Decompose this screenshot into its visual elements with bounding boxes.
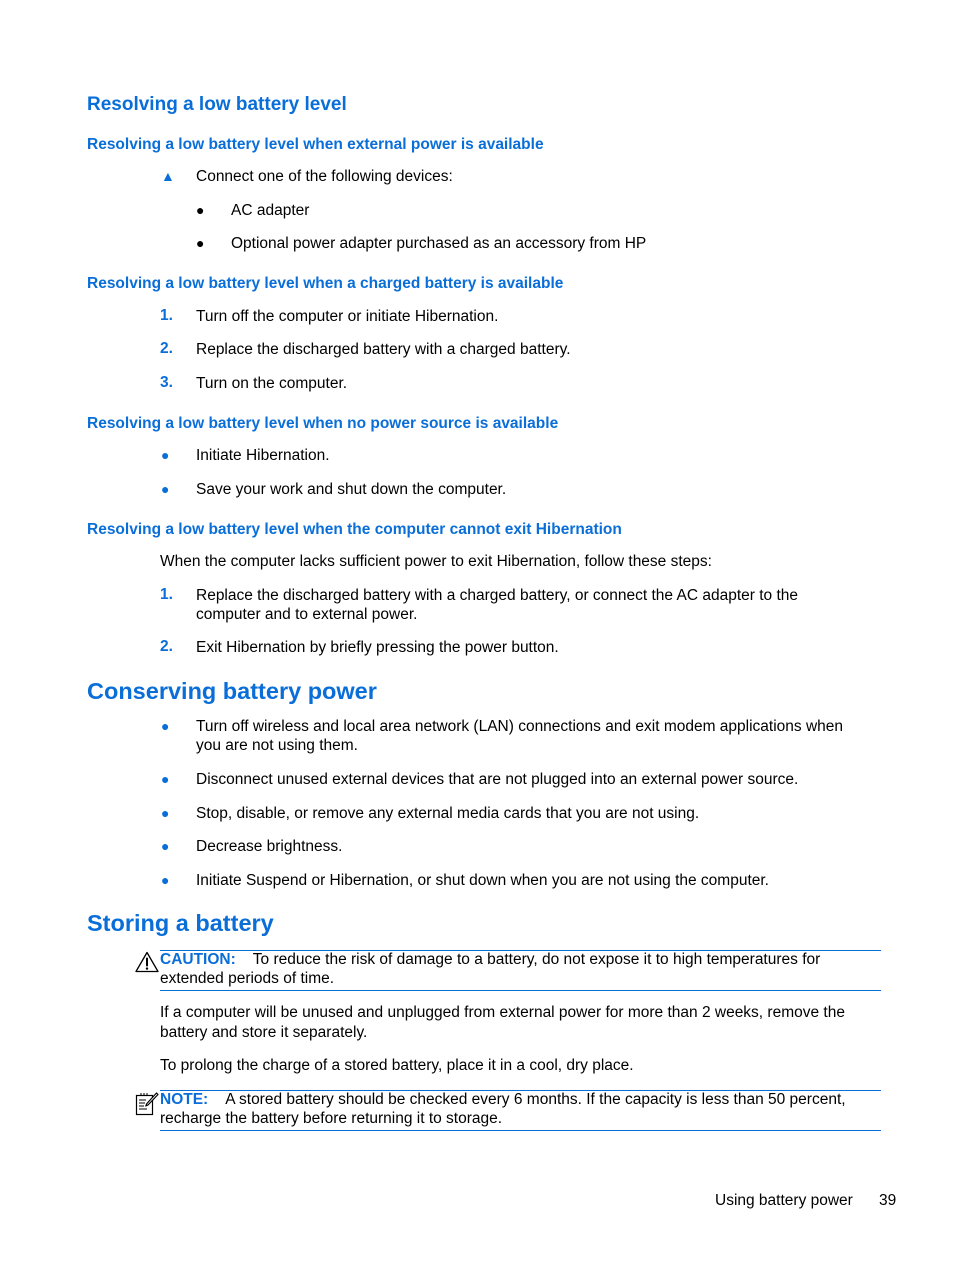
bullet-icon: ● (161, 447, 170, 463)
intro-paragraph: When the computer lacks sufficient power to exit Hibernation, follow these steps: (160, 553, 712, 570)
list-item: Disconnect unused external devices that are not plugged into an external power source. (196, 771, 799, 788)
step-text: Turn on the computer. (196, 375, 348, 392)
note-bottom-rule (160, 1130, 881, 1131)
step-number: 2. (160, 638, 173, 655)
note-pencil-icon (135, 1091, 159, 1122)
caution-text: extended periods of time. (160, 970, 335, 987)
page-number: 39 (879, 1192, 897, 1209)
list-item: Decrease brightness. (196, 838, 343, 855)
list-item: Save your work and shut down the computer. (196, 481, 507, 498)
step-number: 1. (160, 307, 173, 324)
step-text: Replace the discharged battery with a charged battery, or connect the AC adapter to the (196, 587, 798, 604)
list-item: Stop, disable, or remove any external media cards that you are not using. (196, 805, 700, 822)
caution-bottom-rule (160, 990, 881, 991)
bullet-icon: ● (196, 202, 205, 218)
subsection-title-cannot-exit: Resolving a low battery level when the computer cannot exit Hibernation (87, 521, 622, 538)
list-item: you are not using them. (196, 737, 358, 754)
step-text: Exit Hibernation by briefly pressing the power button. (196, 639, 559, 656)
caution-text: To reduce the risk of damage to a battery, do not expose it to high temperatures for (252, 951, 821, 968)
bullet-icon: ● (161, 481, 170, 497)
caution-label: CAUTION: (160, 951, 236, 968)
bullet-icon: ● (161, 805, 170, 821)
bullet-icon: ● (196, 235, 205, 251)
step-triangle-marker: ▲ (161, 168, 175, 184)
step-text: Connect one of the following devices: (196, 168, 453, 185)
bullet-icon: ● (161, 838, 170, 854)
step-text: computer and to external power. (196, 606, 418, 623)
subsection-title-no-power: Resolving a low battery level when no power source is available (87, 415, 559, 432)
bullet-icon: ● (161, 872, 170, 888)
list-item: AC adapter (231, 202, 310, 219)
subsection-title-charged-battery: Resolving a low battery level when a charged battery is available (87, 275, 564, 292)
subsection-title-external-power: Resolving a low battery level when external power is available (87, 136, 544, 153)
paragraph: battery and store it separately. (160, 1024, 368, 1041)
section-title-storing: Storing a battery (87, 910, 274, 936)
caution-paragraph (160, 950, 820, 969)
step-number: 1. (160, 586, 173, 603)
step-text: Turn off the computer or initiate Hibernation. (196, 308, 499, 325)
list-item: Initiate Hibernation. (196, 447, 330, 464)
note-text: recharge the battery before returning it to storage. (160, 1110, 503, 1127)
list-item: Initiate Suspend or Hibernation, or shut down when you are not using the computer. (196, 872, 769, 889)
bullet-icon: ● (161, 771, 170, 787)
step-number: 2. (160, 340, 173, 357)
note-label: NOTE: (160, 1091, 209, 1108)
section-title-resolving: Resolving a low battery level (87, 94, 347, 115)
list-item: Turn off wireless and local area network (LAN) connections and exit modem applications when (196, 718, 844, 735)
bullet-icon: ● (161, 718, 170, 734)
note-paragraph (160, 1090, 846, 1109)
note-text: A stored battery should be checked every 6 months. If the capacity is less than 50 percent, (225, 1091, 846, 1108)
section-title-conserving: Conserving battery power (87, 678, 377, 704)
warning-triangle-icon (135, 951, 159, 978)
list-item: Optional power adapter purchased as an accessory from HP (231, 235, 647, 252)
paragraph: If a computer will be unused and unplugged from external power for more than 2 weeks, remove the (160, 1004, 845, 1021)
step-number: 3. (160, 374, 173, 391)
footer-section-name: Using battery power (715, 1192, 853, 1209)
paragraph: To prolong the charge of a stored battery, place it in a cool, dry place. (160, 1057, 634, 1074)
step-text: Replace the discharged battery with a charged battery. (196, 341, 571, 358)
